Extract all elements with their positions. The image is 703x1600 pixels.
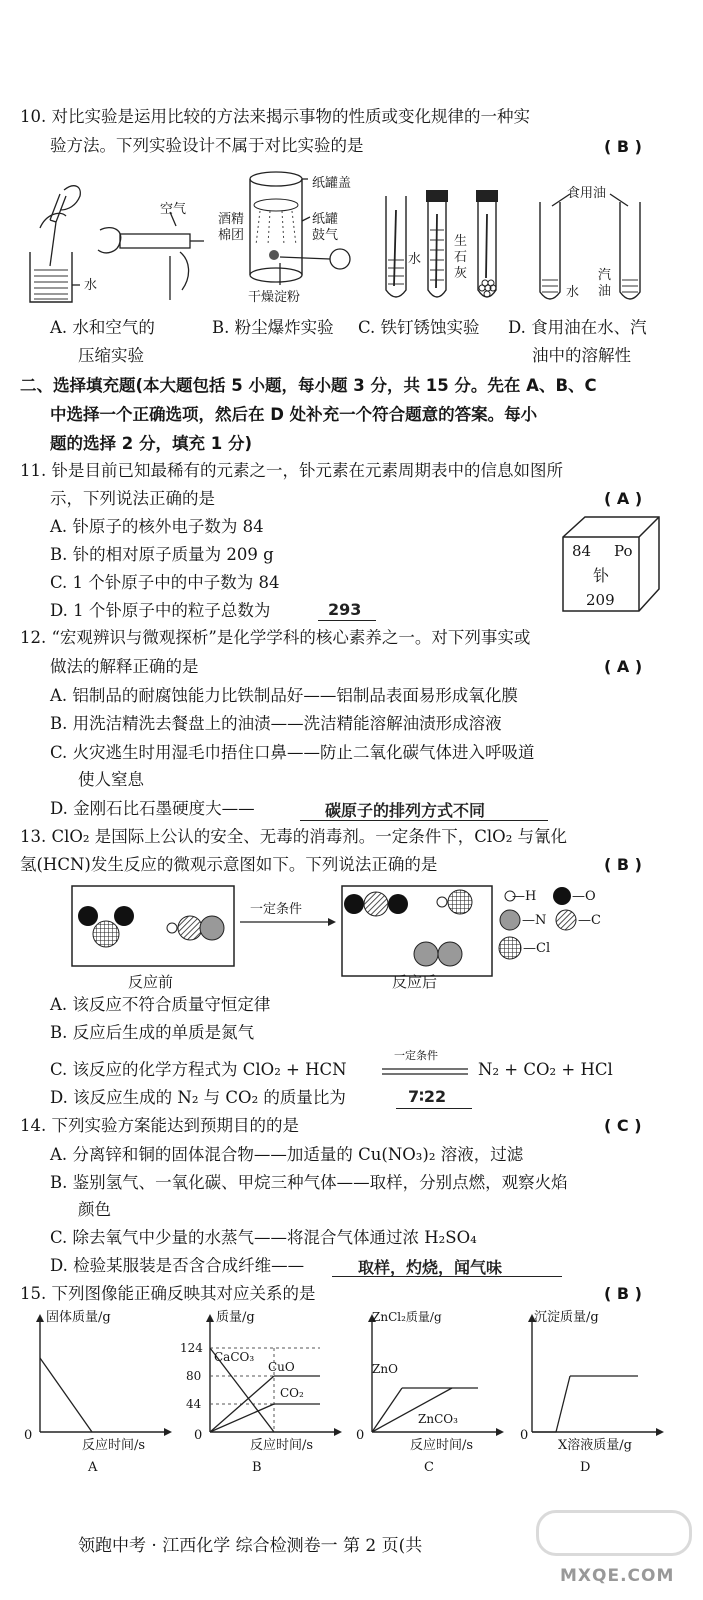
q15-graph-b-tick-80: 80 — [186, 1369, 202, 1383]
q10-label-drum2: 鼓气 — [312, 228, 339, 243]
q14-fill-underline — [332, 1276, 562, 1277]
q15-graph-b-series-cuo: CuO — [268, 1360, 295, 1374]
q13-equation-condition: 一定条件 — [394, 1049, 438, 1062]
q13-option-c-right: N₂ + CO₂ + HCl — [478, 1060, 613, 1079]
q13-equation-equals — [382, 1068, 468, 1076]
q10-label-alcohol1: 酒精 — [218, 212, 245, 227]
q14-option-d: D. 检验某服装是否含合成纤维—— — [50, 1256, 305, 1275]
q15-graph-b-xlabel: 反应时间/s — [250, 1438, 314, 1453]
q13-option-b: B. 反应后生成的单质是氮气 — [50, 1023, 255, 1042]
q15-answer: ( B ) — [604, 1284, 642, 1303]
q10-option-c: C. 铁钉锈蚀实验 — [358, 318, 480, 337]
q15-graph-c-origin: 0 — [356, 1428, 365, 1443]
q11-option-a: A. 钋原子的核外电子数为 84 — [50, 517, 264, 536]
q15-graph-b-ylabel: 质量/g — [216, 1310, 255, 1325]
section2-header-line2: 中选择一个正确选项，然后在 D 处补充一个符合题意的答案。每小 — [50, 405, 538, 424]
q13-legend-h: —H — [512, 889, 537, 904]
q10-option-a-line2: 压缩实验 — [78, 346, 144, 365]
q13-answer-fill: 7∶22 — [408, 1087, 447, 1106]
q15-graph-c-ylabel: ZnCl₂质量/g — [372, 1310, 442, 1324]
q10-label-lid: 纸罐盖 — [312, 176, 352, 191]
q15-graph-c-id: C — [424, 1460, 434, 1475]
q10-label-oil: 食用油 — [567, 186, 607, 201]
q15-stem: 15. 下列图像能正确反映其对应关系的是 — [20, 1284, 316, 1303]
section2-header-line3: 题的选择 2 分，填充 1 分) — [50, 434, 252, 453]
q15-graph-a-ylabel: 固体质量/g — [46, 1310, 111, 1325]
q10-option-b: B. 粉尘爆炸实验 — [212, 318, 334, 337]
q10-figure-c — [380, 190, 510, 315]
q13-arrow-condition: 一定条件 — [250, 902, 303, 917]
q11-option-d: D. 1 个钋原子中的粒子总数为 — [50, 601, 271, 620]
q11-option-c: C. 1 个钋原子中的中子数为 84 — [50, 573, 280, 592]
q13-stem-line1: 13. ClO₂ 是国际上公认的安全、无毒的消毒剂。一定条件下，ClO₂ 与氰化 — [20, 827, 568, 846]
q15-graph-b-tick-124: 124 — [180, 1341, 203, 1355]
q10-figure-b — [240, 165, 380, 305]
q15-graph-d-origin: 0 — [520, 1428, 529, 1443]
q13-label-after: 反应后 — [392, 973, 438, 991]
q13-answer: ( B ) — [604, 855, 642, 874]
q15-graph-b-series-caco3: CaCO₃ — [214, 1350, 255, 1364]
q11-answer-fill: 293 — [328, 600, 362, 619]
q10-label-lime1: 生 — [454, 234, 468, 249]
q11-option-b: B. 钋的相对原子质量为 209 g — [50, 545, 274, 564]
q15-graph-a — [34, 1312, 174, 1442]
q12-stem-line1: 12. “宏观辨识与微观探析”是化学学科的核心素养之一。对下列事实或 — [20, 628, 531, 647]
q12-answer-fill: 碳原子的排列方式不同 — [325, 801, 486, 820]
q12-option-c-line1: C. 火灾逃生时用湿毛巾捂住口鼻——防止二氧化碳气体进入呼吸道 — [50, 743, 535, 762]
q14-answer-fill: 取样，灼烧，闻气味 — [358, 1258, 503, 1277]
q12-option-b: B. 用洗洁精洗去餐盘上的油渍——洗洁精能溶解油渍形成溶液 — [50, 714, 502, 733]
q15-graph-b-origin: 0 — [194, 1428, 203, 1443]
q15-graph-b-series-co2: CO₂ — [280, 1386, 304, 1400]
q12-stem-line2: 做法的解释正确的是 — [50, 657, 199, 676]
q10-option-a-line1: A. 水和空气的 — [50, 318, 155, 337]
q14-option-b-line2: 颜色 — [78, 1200, 111, 1219]
q13-legend-n: —N — [522, 913, 547, 928]
q10-label-air: 空气 — [160, 202, 187, 217]
q10-label-water-c: 水 — [408, 252, 422, 267]
q13-legend-o: —O — [572, 889, 596, 904]
q13-option-a: A. 该反应不符合质量守恒定律 — [50, 995, 271, 1014]
q15-graph-d — [526, 1312, 666, 1442]
q13-option-c-left: C. 该反应的化学方程式为 ClO₂ + HCN — [50, 1060, 347, 1079]
q13-stem-line2: 氢(HCN)发生反应的微观示意图如下。下列说法正确的是 — [20, 855, 438, 874]
q13-option-d: D. 该反应生成的 N₂ 与 CO₂ 的质量比为 — [50, 1088, 346, 1107]
footer-watermark-logo — [536, 1510, 692, 1556]
q15-graph-d-xlabel: X溶液质量/g — [558, 1438, 632, 1453]
q10-option-d-line2: 油中的溶解性 — [532, 346, 631, 365]
q12-fill-underline — [300, 820, 548, 821]
q10-stem-line1: 10. 对比实验是运用比较的方法来揭示事物的性质或变化规律的一种实 — [20, 107, 530, 126]
q15-graph-b-tick-44: 44 — [186, 1397, 202, 1411]
q10-label-water-d: 水 — [566, 285, 580, 300]
q10-label-lime3: 灰 — [454, 266, 468, 281]
q15-graph-b — [204, 1312, 344, 1442]
q10-answer: ( B ) — [604, 137, 642, 156]
q14-option-c: C. 除去氧气中少量的水蒸气——将混合气体通过浓 H₂SO₄ — [50, 1228, 477, 1247]
q15-graph-c-xlabel: 反应时间/s — [410, 1438, 474, 1453]
q14-stem: 14. 下列实验方案能达到预期目的的是 — [20, 1116, 299, 1135]
q10-label-lime2: 石 — [454, 250, 468, 265]
q15-graph-c-series-znco3: ZnCO₃ — [418, 1412, 458, 1426]
q15-graph-c-series-zno: ZnO — [372, 1362, 398, 1376]
q11-stem-line1: 11. 钋是目前已知最稀有的元素之一，钋元素在元素周期表中的信息如图所 — [20, 461, 563, 480]
q14-option-b-line1: B. 鉴别氢气、一氧化碳、甲烷三种气体——取样，分别点燃，观察火焰 — [50, 1173, 568, 1192]
q15-graph-a-xlabel: 反应时间/s — [82, 1438, 146, 1453]
q15-graph-a-id: A — [88, 1460, 98, 1475]
footer-watermark: MXQE.COM — [560, 1566, 675, 1586]
q12-option-c-line2: 使人窒息 — [78, 770, 144, 789]
q10-stem-line2: 验方法。下列实验设计不属于对比实验的是 — [50, 136, 364, 155]
q10-option-d-line1: D. 食用油在水、汽 — [508, 318, 647, 337]
q15-graph-a-origin: 0 — [24, 1428, 33, 1443]
q10-label-alcohol2: 棉团 — [218, 228, 245, 243]
q11-cell-symbol: Po — [614, 542, 633, 560]
q10-figure-a — [20, 180, 210, 310]
q15-graph-d-id: D — [580, 1460, 591, 1475]
q15-graph-b-id: B — [252, 1460, 262, 1475]
q12-option-a: A. 铝制品的耐腐蚀能力比铁制品好——铝制品表面易形成氧化膜 — [50, 686, 518, 705]
q13-legend-c: —C — [578, 913, 601, 928]
q11-cell-mass: 209 — [586, 591, 615, 609]
q11-stem-line2: 示，下列说法正确的是 — [50, 489, 215, 508]
q10-label-flour: 干燥淀粉 — [248, 290, 301, 305]
q10-label-water-a: 水 — [84, 278, 98, 293]
q11-cell-number: 84 — [572, 542, 592, 560]
q13-legend-cl: —Cl — [523, 941, 551, 956]
q10-label-gas2: 油 — [598, 284, 612, 299]
q11-cell-name: 钋 — [593, 566, 610, 585]
q15-graph-d-ylabel: 沉淀质量/g — [534, 1310, 599, 1325]
section2-header-line1: 二、选择填充题(本大题包括 5 小题，每小题 3 分，共 15 分。先在 A、B、C — [20, 376, 597, 395]
q12-option-d: D. 金刚石比石墨硬度大—— — [50, 799, 255, 818]
q14-answer: ( C ) — [604, 1116, 642, 1135]
q11-answer: ( A ) — [604, 489, 643, 508]
q11-fill-underline — [318, 620, 376, 621]
q13-fill-underline — [396, 1108, 472, 1109]
q13-label-before: 反应前 — [128, 973, 174, 991]
q12-answer: ( A ) — [604, 657, 643, 676]
q10-label-gas1: 汽 — [598, 268, 612, 283]
footer-text: 领跑中考 · 江西化学 综合检测卷一 第 2 页(共 — [78, 1536, 423, 1556]
q14-option-a: A. 分离锌和铜的固体混合物——加适量的 Cu(NO₃)₂ 溶液，过滤 — [50, 1145, 524, 1164]
q10-label-drum1: 纸罐 — [312, 212, 339, 227]
